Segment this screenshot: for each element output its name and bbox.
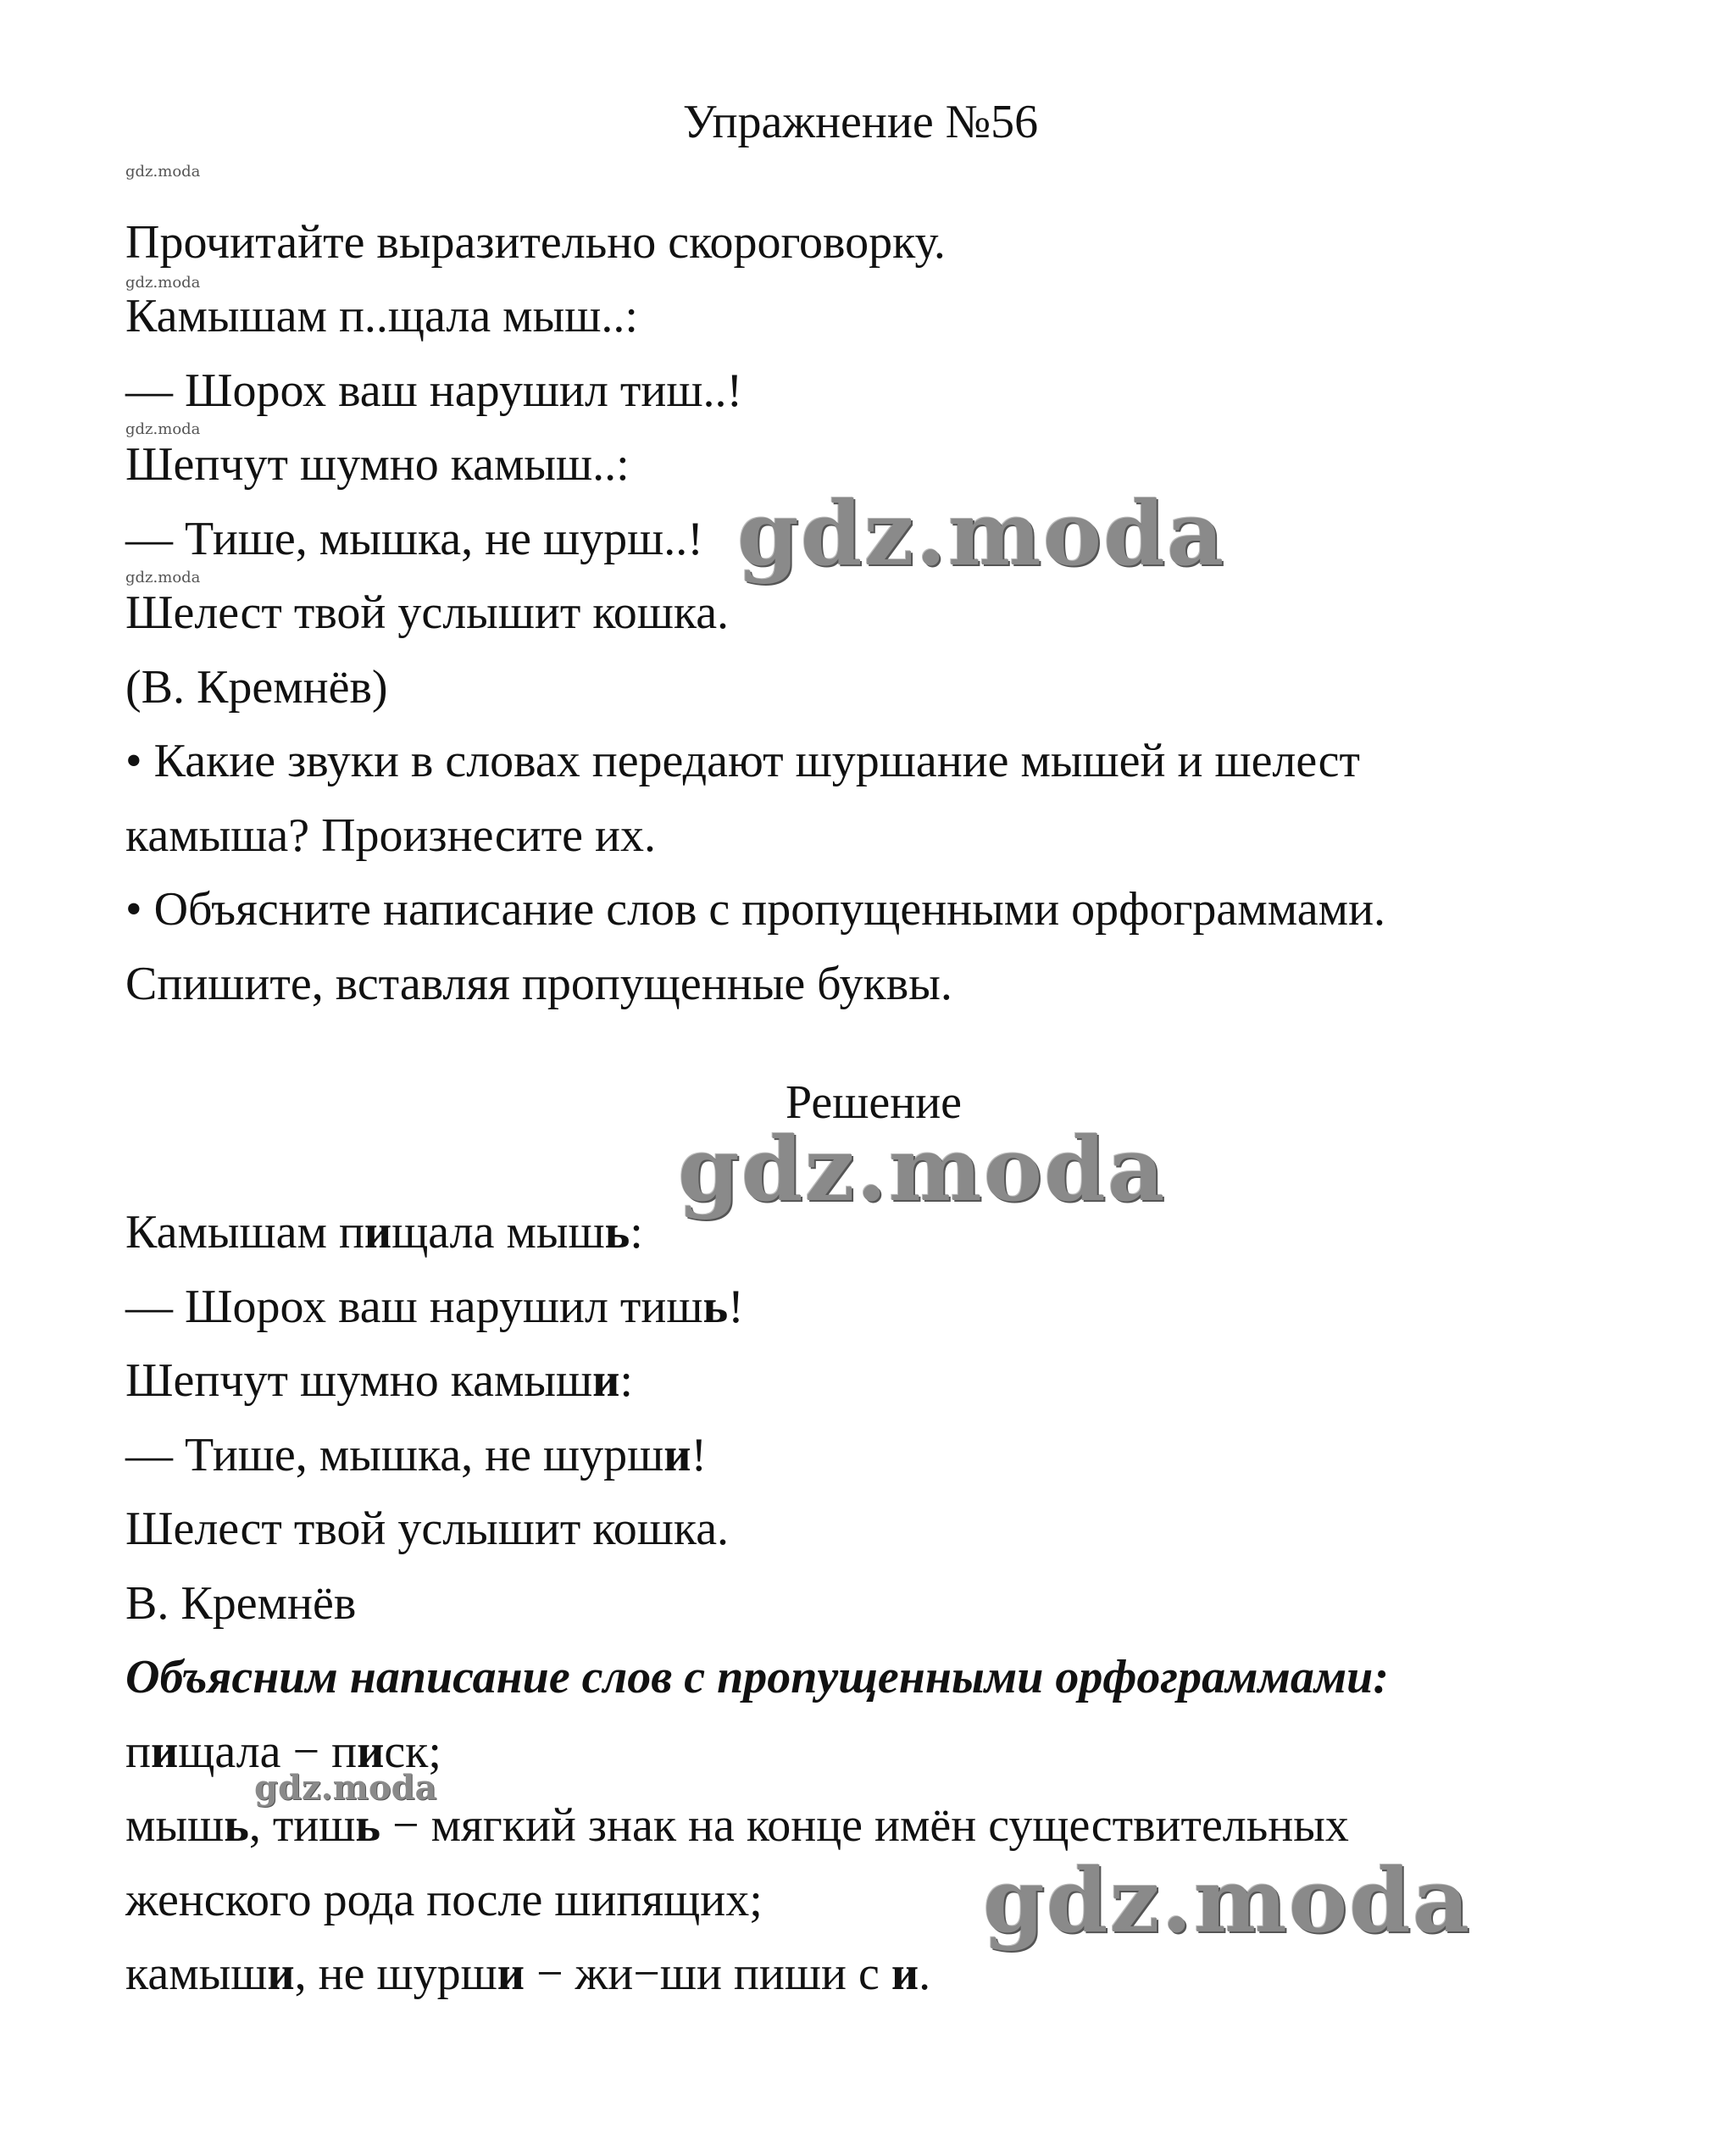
question-2: • Объясните написание слов с пропущенными орфограммами.	[125, 883, 1386, 936]
watermark-medium: gdz.moda	[254, 1768, 437, 1808]
question-1-cont: камыша? Произнесите их.	[125, 809, 656, 862]
explain-line: женского рода после шипящих;	[125, 1874, 763, 1926]
watermark-small: gdz.moda	[125, 274, 201, 292]
solution-line: Шепчут шумно камыши:	[125, 1354, 633, 1407]
solution-author: В. Кремнёв	[125, 1577, 357, 1630]
explain-line: пищала − писк;	[125, 1725, 441, 1778]
question-2-cont: Спишите, вставляя пропущенные буквы.	[125, 958, 952, 1010]
solution-line: — Шорох ваш нарушил тишь!	[125, 1281, 744, 1333]
watermark-small: gdz.moda	[125, 163, 201, 181]
poem-line: — Тише, мышка, не шурш..!	[125, 513, 703, 565]
page-title: Упражнение №56	[682, 96, 1039, 148]
poem-line: Камышам п..щала мыш..:	[125, 290, 638, 342]
poem-author: (В. Кремнёв)	[125, 661, 388, 714]
watermark-large: gdz.moda	[983, 1848, 1472, 1953]
question-1: • Какие звуки в словах передают шуршание мышей и шелест	[125, 735, 1360, 787]
watermark-large: gdz.moda	[737, 481, 1226, 586]
poem-line: Шепчут шумно камыш..:	[125, 438, 630, 491]
explain-line: камыши, не шурши − жи−ши пиши с и.	[125, 1948, 931, 2000]
poem-line: — Шорох ваш нарушил тиш..!	[125, 364, 743, 417]
solution-line: Камышам пищала мышь:	[125, 1206, 643, 1259]
watermark-large: gdz.moda	[678, 1117, 1167, 1221]
solution-line: — Тише, мышка, не шурши!	[125, 1429, 708, 1481]
solution-heading: Решение	[785, 1076, 963, 1129]
watermark-small: gdz.moda	[125, 569, 201, 586]
solution-line: Шелест твой услышит кошка.	[125, 1503, 730, 1555]
explain-line: мышь, тишь − мягкий знак на конце имён существительных	[125, 1799, 1349, 1852]
explain-heading: Объясним написание слов с пропущенными орфограммами:	[125, 1651, 1389, 1703]
watermark-small: gdz.moda	[125, 420, 201, 438]
task-intro: Прочитайте выразительно скороговорку.	[125, 216, 946, 269]
poem-line: Шелест твой услышит кошка.	[125, 586, 730, 639]
